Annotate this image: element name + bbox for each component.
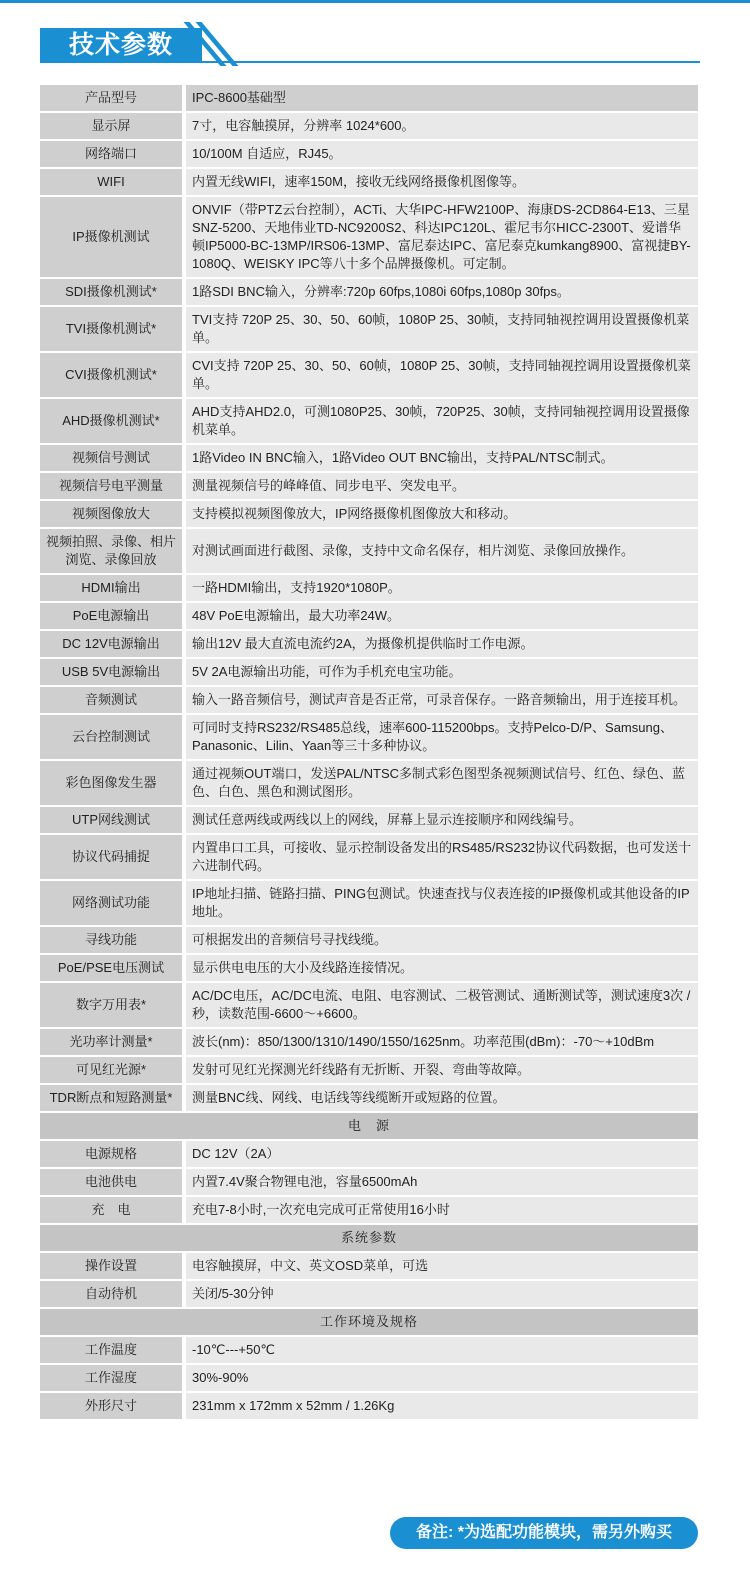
spec-value: CVI支持 720P 25、30、50、60帧，1080P 25、30帧，支持同轴视控调用设置摄像机菜单。 [186,353,698,397]
spec-label: 充 电 [40,1197,186,1223]
spec-label: 操作设置 [40,1253,186,1279]
spec-label: 视频信号电平测量 [40,473,186,499]
spec-row [40,687,698,713]
spec-row [40,631,698,657]
spec-label: 协议代码捕捉 [40,835,186,879]
section-header [40,22,700,64]
spec-value: 231mm x 172mm x 52mm / 1.26Kg [186,1393,698,1419]
spec-label: 云台控制测试 [40,715,186,759]
spec-value: IP地址扫描、链路扫描、PING包测试。快速查找与仪表连接的IP摄像机或其他设备的IP地址。 [186,881,698,925]
spec-value: 测量BNC线、网线、电话线等线缆断开或短路的位置。 [186,1085,698,1111]
spec-row [40,761,698,805]
spec-value: 30%-90% [186,1365,698,1391]
spec-value: 内置串口工具，可接收、显示控制设备发出的RS485/RS232协议代码数据，也可发送十六进制代码。 [186,835,698,879]
section-title: 系统参数 [40,1225,698,1251]
spec-row [40,575,698,601]
spec-row [40,169,698,195]
spec-value: 关闭/5-30分钟 [186,1281,698,1307]
spec-row [40,1085,698,1111]
spec-label: 可见红光源* [40,1057,186,1083]
spec-row [40,603,698,629]
spec-row [40,927,698,953]
title-underline [40,61,700,63]
section-title: 电 源 [40,1113,698,1139]
spec-row [40,1057,698,1083]
spec-value: IPC-8600基础型 [186,85,698,111]
spec-label: USB 5V电源输出 [40,659,186,685]
spec-value: 输入一路音频信号，测试声音是否正常，可录音保存。一路音频输出，用于连接耳机。 [186,687,698,713]
spec-label: 视频拍照、录像、相片浏览、录像回放 [40,529,186,573]
spec-value: 电容触摸屏，中文、英文OSD菜单，可选 [186,1253,698,1279]
spec-row [40,141,698,167]
spec-label: CVI摄像机测试* [40,353,186,397]
system-row [40,1253,698,1279]
power-row [40,1169,698,1195]
spec-table [40,83,698,1421]
spec-row [40,353,698,397]
spec-row [40,85,698,111]
spec-row [40,399,698,443]
spec-value: 测量视频信号的峰峰值、同步电平、突发电平。 [186,473,698,499]
spec-label: 网络端口 [40,141,186,167]
spec-label: 电源规格 [40,1141,186,1167]
environment-row [40,1337,698,1363]
spec-label: 彩色图像发生器 [40,761,186,805]
spec-row [40,473,698,499]
spec-value: 波长(nm)：850/1300/1310/1490/1550/1625nm。功率范围(dBm)：-70～+10dBm [186,1029,698,1055]
spec-row [40,1029,698,1055]
spec-label: IP摄像机测试 [40,197,186,277]
spec-value: 1路SDI BNC输入，分辨率:720p 60fps,1080i 60fps,1080p 30fps。 [186,279,698,305]
section-power [40,1113,698,1139]
spec-value: 显示供电电压的大小及线路连接情况。 [186,955,698,981]
spec-label: 视频图像放大 [40,501,186,527]
spec-value: ONVIF（带PTZ云台控制），ACTi、大华IPC-HFW2100P、海康DS-2CD864-E13、三星SNZ-5200、天地伟业TD-NC9200S2、科达IPC120L、霍尼韦尔HICC-2300T、爱谱华顿IP5000-BC-13MP/IRS06-13MP、富尼泰达IPC、富尼泰克kumkang8900、富视捷BY-1080Q、WEISKY IPC等八十多个品牌摄像机。可定制。 [186,197,698,277]
spec-value: -10℃---+50℃ [186,1337,698,1363]
top-accent-line [0,0,750,3]
spec-value: 1路Video IN BNC输入，1路Video OUT BNC输出，支持PAL/NTSC制式。 [186,445,698,471]
spec-value: 通过视频OUT端口，发送PAL/NTSC多制式彩色图型条视频测试信号、红色、绿色、蓝色、白色、黑色和测试图形。 [186,761,698,805]
page-title: 技术参数 [68,31,173,59]
spec-row [40,197,698,277]
spec-value: 内置无线WIFI，速率150M，接收无线网络摄像机图像等。 [186,169,698,195]
spec-row [40,955,698,981]
spec-label: 数字万用表* [40,983,186,1027]
spec-value: AC/DC电压，AC/DC电流、电阻、电容测试、二极管测试、通断测试等，测试速度3次 / 秒，读数范围-6600～+6600。 [186,983,698,1027]
spec-value: 可根据发出的音频信号寻找线缆。 [186,927,698,953]
spec-value: 输出12V 最大直流电流约2A，为摄像机提供临时工作电源。 [186,631,698,657]
spec-label: 音频测试 [40,687,186,713]
spec-value: 对测试画面进行截图、录像，支持中文命名保存，相片浏览、录像回放操作。 [186,529,698,573]
spec-label: PoE/PSE电压测试 [40,955,186,981]
spec-row [40,445,698,471]
spec-value: 7寸，电容触摸屏，分辨率 1024*600。 [186,113,698,139]
note-badge: 备注: *为选配功能模块，需另外购买 [390,1517,698,1549]
spec-value: 充电7-8小时,一次充电完成可正常使用16小时 [186,1197,698,1223]
spec-label: SDI摄像机测试* [40,279,186,305]
spec-value: DC 12V（2A） [186,1141,698,1167]
power-row [40,1197,698,1223]
spec-value: 10/100M 自适应，RJ45。 [186,141,698,167]
spec-table-body [40,85,698,1419]
spec-value: 可同时支持RS232/RS485总线，速率600-115200bps。支持Pelco-D/P、Samsung、Panasonic、Lilin、Yaan等三十多种协议。 [186,715,698,759]
environment-row [40,1393,698,1419]
spec-row [40,307,698,351]
system-row [40,1281,698,1307]
spec-label: AHD摄像机测试* [40,399,186,443]
spec-row [40,881,698,925]
spec-value: 内置7.4V聚合物锂电池，容量6500mAh [186,1169,698,1195]
spec-label: TVI摄像机测试* [40,307,186,351]
spec-row [40,501,698,527]
spec-label: 工作湿度 [40,1365,186,1391]
spec-value: 一路HDMI输出，支持1920*1080P。 [186,575,698,601]
spec-label: 显示屏 [40,113,186,139]
power-row [40,1141,698,1167]
spec-value: TVI支持 720P 25、30、50、60帧，1080P 25、30帧，支持同轴视控调用设置摄像机菜单。 [186,307,698,351]
spec-row [40,807,698,833]
section-title: 工作环境及规格 [40,1309,698,1335]
spec-label: 光功率计测量* [40,1029,186,1055]
spec-row [40,113,698,139]
spec-label: HDMI输出 [40,575,186,601]
spec-label: 自动待机 [40,1281,186,1307]
spec-label: 视频信号测试 [40,445,186,471]
spec-value: 支持模拟视频图像放大，IP网络摄像机图像放大和移动。 [186,501,698,527]
spec-row [40,279,698,305]
spec-label: 电池供电 [40,1169,186,1195]
spec-label: DC 12V电源输出 [40,631,186,657]
section-environment [40,1309,698,1335]
spec-label: PoE电源输出 [40,603,186,629]
spec-label: WIFI [40,169,186,195]
spec-value: AHD支持AHD2.0，可测1080P25、30帧，720P25、30帧，支持同轴视控调用设置摄像机菜单。 [186,399,698,443]
spec-label: UTP网线测试 [40,807,186,833]
spec-value: 48V PoE电源输出，最大功率24W。 [186,603,698,629]
spec-label: 工作温度 [40,1337,186,1363]
spec-label: 寻线功能 [40,927,186,953]
spec-value: 测试任意两线或两线以上的网线，屏幕上显示连接顺序和网线编号。 [186,807,698,833]
spec-row [40,835,698,879]
environment-row [40,1365,698,1391]
spec-value: 5V 2A电源输出功能，可作为手机充电宝功能。 [186,659,698,685]
section-system [40,1225,698,1251]
spec-label: 网络测试功能 [40,881,186,925]
spec-value: 发射可见红光探测光纤线路有无折断、开裂、弯曲等故障。 [186,1057,698,1083]
spec-row [40,983,698,1027]
spec-row [40,659,698,685]
spec-label: 产品型号 [40,85,186,111]
spec-row [40,715,698,759]
spec-label: 外形尺寸 [40,1393,186,1419]
spec-label: TDR断点和短路测量* [40,1085,186,1111]
spec-row [40,529,698,573]
